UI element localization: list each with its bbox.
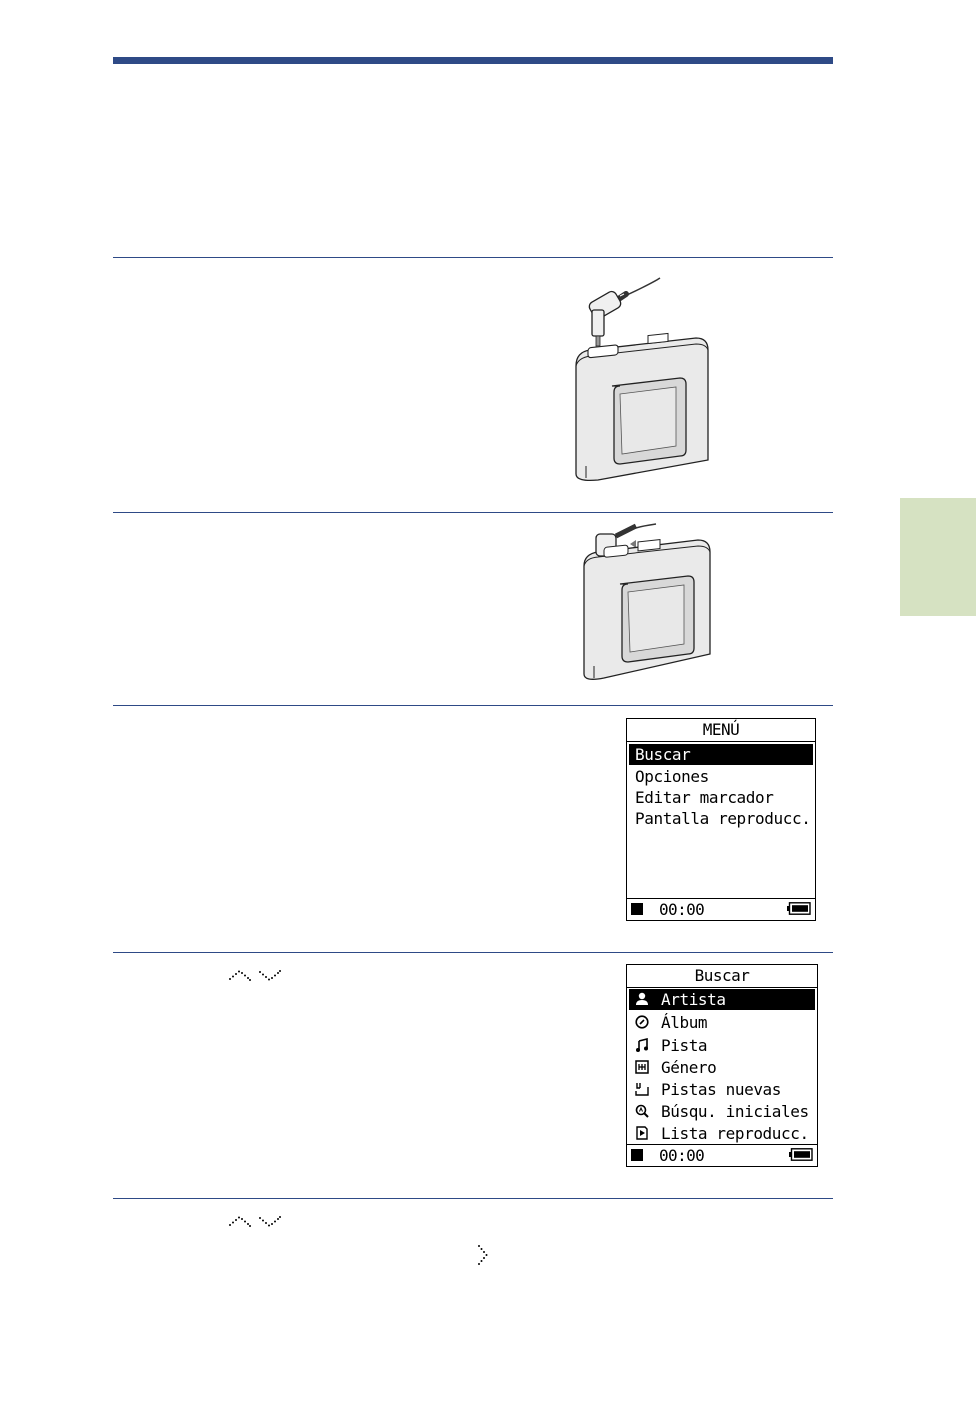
search-item-pistas-nuevas[interactable]: Pistas nuevas — [629, 1079, 815, 1100]
step-divider-1 — [113, 257, 833, 258]
screen-title: Buscar — [627, 965, 817, 988]
menu-item-buscar[interactable]: Buscar — [629, 744, 813, 765]
screen-title: MENÚ — [627, 719, 815, 742]
search-item-pista[interactable]: Pista — [629, 1035, 815, 1056]
menu-item-editar-marcador[interactable]: Editar marcador — [635, 788, 774, 807]
disc-icon — [635, 1015, 649, 1029]
section-tab — [900, 498, 976, 616]
elapsed-time: 00:00 — [659, 900, 705, 919]
status-bar — [627, 898, 815, 920]
player-headphone-connected-illustration — [580, 520, 720, 685]
right-arrow-icon — [476, 1244, 490, 1268]
menu-screen — [626, 718, 816, 921]
battery-icon — [787, 902, 811, 915]
menu-item-opciones[interactable]: Opciones — [635, 767, 709, 786]
stop-icon — [631, 903, 643, 915]
step-divider-5 — [113, 1198, 833, 1199]
step-divider-3 — [113, 705, 833, 706]
search-item-busqu-iniciales[interactable]: Búsqu. iniciales — [629, 1101, 815, 1122]
search-screen — [626, 964, 818, 1167]
up-down-arrows-icon — [226, 968, 284, 982]
step-divider-2 — [113, 512, 833, 513]
status-bar — [627, 1144, 817, 1166]
search-item-album[interactable]: Álbum — [629, 1012, 815, 1033]
header-bar — [113, 57, 833, 64]
battery-icon — [789, 1148, 813, 1161]
elapsed-time: 00:00 — [659, 1146, 705, 1165]
step-divider-4 — [113, 952, 833, 953]
search-item-lista-reproducc[interactable]: Lista reproducc. — [629, 1123, 815, 1144]
genre-icon — [635, 1060, 649, 1074]
new-tracks-icon — [635, 1082, 649, 1096]
up-down-arrows-icon — [226, 1214, 284, 1228]
stop-icon — [631, 1149, 643, 1161]
magnifier-icon — [635, 1104, 649, 1118]
person-icon — [635, 992, 649, 1006]
playlist-icon — [635, 1126, 649, 1140]
search-item-genero[interactable]: Género — [629, 1057, 815, 1078]
player-headphone-insert-illustration — [568, 274, 718, 486]
music-note-icon — [635, 1038, 649, 1052]
search-item-artista[interactable]: Artista — [629, 989, 815, 1010]
menu-item-pantalla-reproducc[interactable]: Pantalla reproducc. — [635, 809, 811, 828]
